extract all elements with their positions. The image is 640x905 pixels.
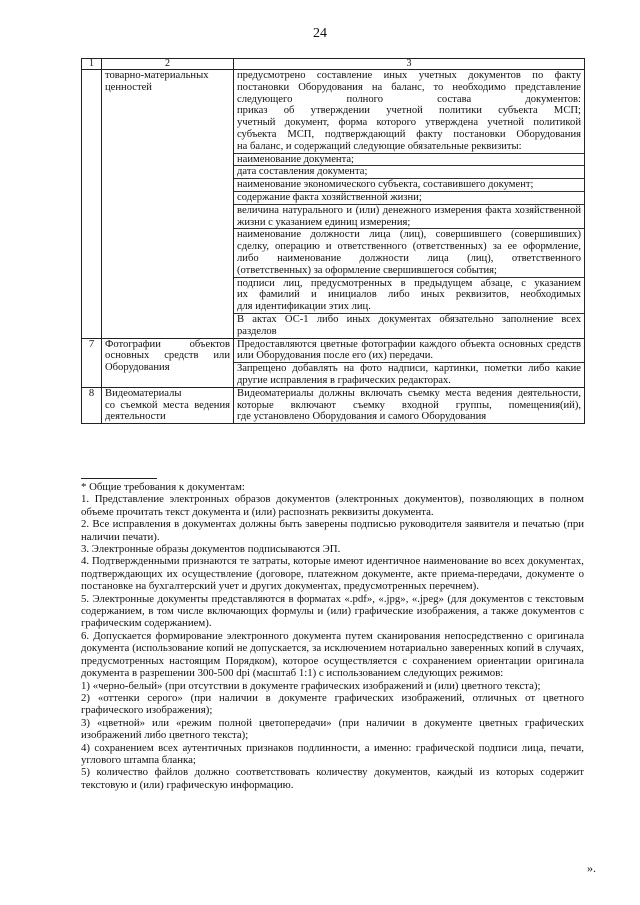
header-col-2: 2 [102,59,234,70]
item-name-cell [102,338,234,387]
requirement-block [234,179,584,192]
text-line: Предоставляются цветные фотографии каждого объекта основных средств [237,338,581,350]
page-number: 24 [313,26,327,41]
text-line: ценностей [105,81,152,93]
note-item: 1) «черно-белый» (при отсутствии в документе графических изображений и (или) цветного текста); [81,679,541,692]
requirement-block [234,70,584,154]
note-item: 3) «цветной» или «режим полной цветопередачи» (при наличии в документе цветных графических изображений либо цветного текста); [81,716,584,742]
text-line: их фамилий и инициалов либо иных реквизитов, необходимых [237,289,581,301]
text-line: Фотографии объектов [105,338,230,350]
text-line: либо наименование должности лица (лиц), ответственного [237,252,581,264]
text-line: где установлено Оборудования и самого Оборудования [237,411,487,423]
text-line: (ответственных) за оформление свершившегося события; [237,264,497,276]
text-line: для идентификации этих лиц. [237,301,371,313]
text-line: наименование документа; [237,153,354,165]
table-row-video [82,387,585,423]
text-line: предусмотрено составление иных учетных документов по факту [237,70,581,81]
item-name-cell [102,70,234,339]
note-item: 2) «оттенки серого» (при наличии в документе графических изображений, отличных от цветного графического изображения); [81,691,584,717]
text-line: величина натурального и (или) денежного измерения факта хозяйственной [237,204,581,216]
table-row-materials [82,70,585,339]
table-header-row [82,59,585,70]
requirement-block [234,166,584,179]
text-line: Запрещено добавлять на фото надписи, картинки, пометки либо какие [237,363,581,375]
requirement-block [234,205,584,230]
text-line: основных средств или [105,350,230,362]
table-row-photos [82,338,585,387]
text-line: Видеоматериалы должны включать съемку места ведения деятельности, [237,387,581,399]
note-item: 4) сохранением всех аутентичных признаков подлинности, а именно: графической подписи лица, печати, углового штампа бланка; [81,741,584,766]
general-requirements-notes [81,478,584,791]
text-line: разделов [237,325,277,337]
text-line: наименование должности лица (лиц), совершившего (совершивших) [237,229,581,241]
item-requirements-cell [234,387,585,423]
row-number-cell: 8 [82,387,102,423]
notes-list [81,493,584,791]
text-line: со съемкой места ведения [105,399,230,411]
requirement-block [234,154,584,167]
note-item: 5. Электронные документы представляются в форматах «.pdf», «.jpg», «.jpeg» (для документов с текстовым содержанием, в том числе включающих формулы и (или) графические изображения, а также документов с графическим содержанием). [81,592,584,630]
note-item: 6. Допускается формирование электронного документа путем сканирования непосредственно с оригинала документа (использование копий не допускается, за исключением нотариально заверенных копий в случаях, предусмотренных настоящим Порядком), которое осуществляется с сохранением ориентации оригинала документа в разрешении 300-500 dpi (масштаб 1:1) с использованием следующих режимов: [81,629,584,680]
note-item: 2. Все исправления в документах должны быть заверены подписью руководителя заявителя и печатью (при наличии печати). [81,518,584,543]
note-item: 4. Подтвержденными признаются те затраты, которые имеют идентичное наименование во всех документах, подтверждающих их осуществление (договоре, платежном документе, акте приема-передачи, документе о постановке на бухгалтерский учет и других документах, предусмотренных перечнем). [81,555,584,593]
text-line: жизни с указанием единиц измерения; [237,216,411,228]
text-line: субъекта МСП, подтверждающий факту постановки Оборудования [237,128,581,140]
item-name-cell [102,387,234,423]
requirement-block [234,363,584,387]
notes-title: * Общие требования к документам: [81,481,245,493]
requirement-block [234,192,584,205]
text-line: сделку, операцию и ответственного (ответственных) за ее оформление, [237,241,581,253]
text-line: дата составления документа; [237,166,368,178]
text-line: другие исправления в графических редакторах. [237,374,451,386]
requirement-block [234,314,584,338]
text-line: деятельности [105,411,166,423]
text-line: товарно-материальных [105,70,209,81]
requirement-block [234,229,584,277]
row-number-cell [82,70,102,339]
note-item: 5) количество файлов должно соответствовать количеству документов, каждый из которых содержит текстовую и (или) графическую информацию. [81,766,584,791]
row-number-cell: 7 [82,338,102,387]
text-line: постановки Оборудования на баланс, то необходимо представление [237,81,581,93]
text-line: содержание факта хозяйственной жизни; [237,191,422,203]
footnote-separator [81,478,157,479]
text-line: учетный документ, форма которого утверждена учетной политикой [237,117,581,129]
header-col-3: 3 [234,59,585,70]
requirement-block [234,388,584,423]
text-line: В актах ОС-1 либо иных документах обязательно заполнение всех [237,313,581,325]
text-line: наименование экономического субъекта, составившего документ; [237,179,534,191]
text-line: которые включают съемку входной группы, помещения(ий), [237,399,581,411]
text-line: подписи лиц, предусмотренных в предыдущем абзаце, с указанием [237,277,581,289]
text-line: на баланс, и содержащий следующие обязательные реквизиты: [237,140,522,152]
text-line: следующего полного состава документов: [237,93,581,105]
requirement-block [234,278,584,314]
text-line: приказ об утверждении учетной политики субъекта МСП; [237,105,581,117]
closing-quote-mark: ». [587,861,596,875]
text-line: Видеоматериалы [105,387,182,399]
text-line: Оборудования [105,362,170,374]
item-requirements-cell [234,338,585,387]
note-item: 1. Представление электронных образов документов (электронных документов), позволяющих в полном объеме прочитать текст документа и (или) распознать реквизиты документа. [81,493,584,518]
item-requirements-cell [234,70,585,339]
header-col-1: 1 [82,59,102,70]
requirement-block [234,339,584,364]
requirements-table [81,58,585,424]
text-line: или Оборудования после его (их) передачи. [237,350,434,362]
note-item: 3. Электронные образы документов подписываются ЭП. [81,543,341,556]
